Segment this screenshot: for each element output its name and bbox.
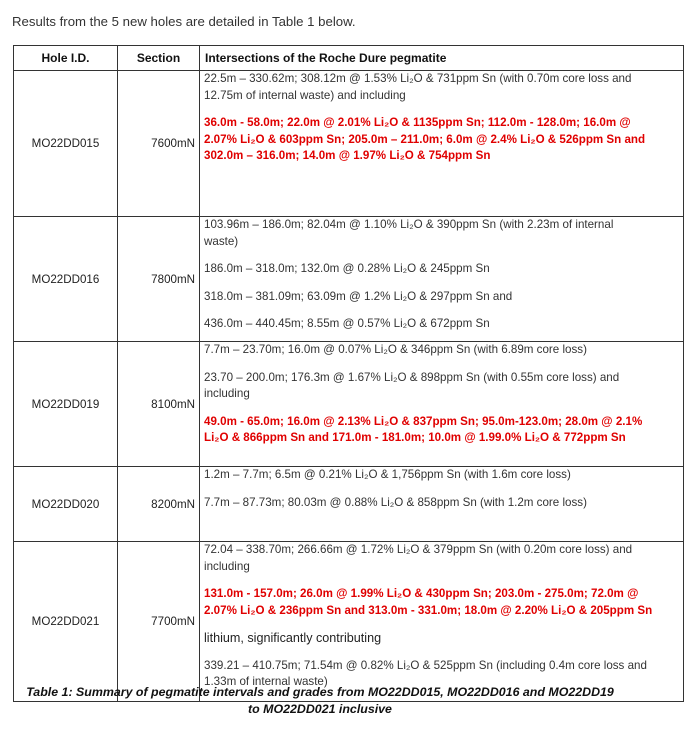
interval-line: 72.04 – 338.70m; 266.66m @ 1.72% Li₂O & 379ppm Sn (with 0.20m core loss) and — [204, 543, 633, 556]
cell-section: 7600mN — [118, 71, 200, 217]
interval-line: waste) — [204, 234, 239, 248]
interval-line: 186.0m – 318.0m; 132.0m @ 0.28% Li₂O & 245ppm Sn — [204, 262, 490, 275]
caption-line-2: to MO22DD021 inclusive — [248, 701, 392, 716]
highlight-interval-line: 2.07% Li₂O & 603ppm Sn; 205.0m – 211.0m; 6.0m @ 2.4% Li₂O & 526ppm Sn and — [204, 132, 646, 146]
highlight-interval-line: Li₂O & 866ppm Sn and 171.0m - 181.0m; 10.0m @ 1.99.0% Li₂O & 772ppm Sn — [204, 431, 626, 444]
highlight-interval-line: 49.0m - 65.0m; 16.0m @ 2.13% Li₂O & 837ppm Sn; 95.0m-123.0m; 28.0m @ 2.1% — [204, 414, 643, 428]
header-section: Section — [118, 46, 200, 71]
cell-section: 7800mN — [118, 217, 200, 342]
cell-section: 7700mN — [118, 542, 200, 702]
table-row — [14, 467, 684, 542]
interval-line: 103.96m – 186.0m; 82.04m @ 1.10% Li₂O & 390ppm Sn (with 2.23m of internal — [204, 218, 614, 231]
table-row — [14, 542, 684, 702]
interval-line: 339.21 – 410.75m; 71.54m @ 0.82% Li₂O & 525ppm Sn (including 0.4m core loss and — [204, 658, 647, 672]
results-table — [13, 45, 684, 702]
highlight-interval-line: 131.0m - 157.0m; 26.0m @ 1.99% Li₂O & 430ppm Sn; 203.0m - 275.0m; 72.0m @ — [204, 587, 639, 600]
table-row — [14, 71, 684, 217]
interval-line: 12.75m of internal waste) and including — [204, 88, 406, 102]
cell-hole-id: MO22DD016 — [14, 217, 118, 342]
interval-line: 22.5m – 330.62m; 308.12m @ 1.53% Li₂O & 731ppm Sn (with 0.70m core loss and — [204, 72, 632, 85]
interval-line: 7.7m – 23.70m; 16.0m @ 0.07% Li₂O & 346ppm Sn (with 6.89m core loss) — [204, 343, 587, 356]
interval-line: 436.0m – 440.45m; 8.55m @ 0.57% Li₂O & 672ppm Sn — [204, 317, 490, 330]
intro-text: Results from the 5 new holes are detailed in Table 1 below. — [12, 14, 356, 29]
interval-line: 318.0m – 381.09m; 63.09m @ 1.2% Li₂O & 297ppm Sn and — [204, 289, 513, 303]
cell-section: 8100mN — [118, 342, 200, 467]
cell-section: 8200mN — [118, 467, 200, 542]
interval-line: lithium, significantly contributing — [204, 631, 382, 645]
cell-intersections — [200, 542, 684, 702]
interval-line: including — [204, 387, 250, 400]
table-row — [14, 342, 684, 467]
highlight-interval-line: 302.0m – 316.0m; 14.0m @ 1.97% Li₂O & 754ppm Sn — [204, 149, 491, 162]
interval-line: 1.33m of internal waste) — [204, 675, 328, 688]
highlight-interval-line: 36.0m - 58.0m; 22.0m @ 2.01% Li₂O & 1135ppm Sn; 112.0m - 128.0m; 16.0m @ — [204, 116, 631, 129]
cell-intersections — [200, 217, 684, 342]
cell-intersections — [200, 342, 684, 467]
interval-line: 7.7m – 87.73m; 80.03m @ 0.88% Li₂O & 858ppm Sn (with 1.2m core loss) — [204, 495, 587, 509]
table-body — [14, 71, 684, 702]
interval-line: 1.2m – 7.7m; 6.5m @ 0.21% Li₂O & 1,756ppm Sn (with 1.6m core loss) — [204, 468, 571, 481]
cell-hole-id: MO22DD021 — [14, 542, 118, 702]
cell-hole-id: MO22DD020 — [14, 467, 118, 542]
cell-intersections — [200, 71, 684, 217]
highlight-interval-line: 2.07% Li₂O & 236ppm Sn and 313.0m - 331.0m; 18.0m @ 2.20% Li₂O & 205ppm Sn — [204, 603, 653, 617]
cell-intersections — [200, 467, 684, 542]
interval-line: including — [204, 559, 250, 573]
table-caption — [0, 684, 640, 717]
cell-hole-id: MO22DD019 — [14, 342, 118, 467]
table-header-row — [14, 46, 684, 71]
interval-line: 23.70 – 200.0m; 176.3m @ 1.67% Li₂O & 898ppm Sn (with 0.55m core loss) and — [204, 370, 620, 384]
table-row — [14, 217, 684, 342]
caption-line-1: Table 1: Summary of pegmatite intervals and grades from MO22DD015, MO22DD016 and MO22DD19 — [26, 685, 614, 699]
header-intersections: Intersections of the Roche Dure pegmatite — [200, 46, 684, 71]
cell-hole-id: MO22DD015 — [14, 71, 118, 217]
header-hole-id: Hole I.D. — [14, 46, 118, 71]
